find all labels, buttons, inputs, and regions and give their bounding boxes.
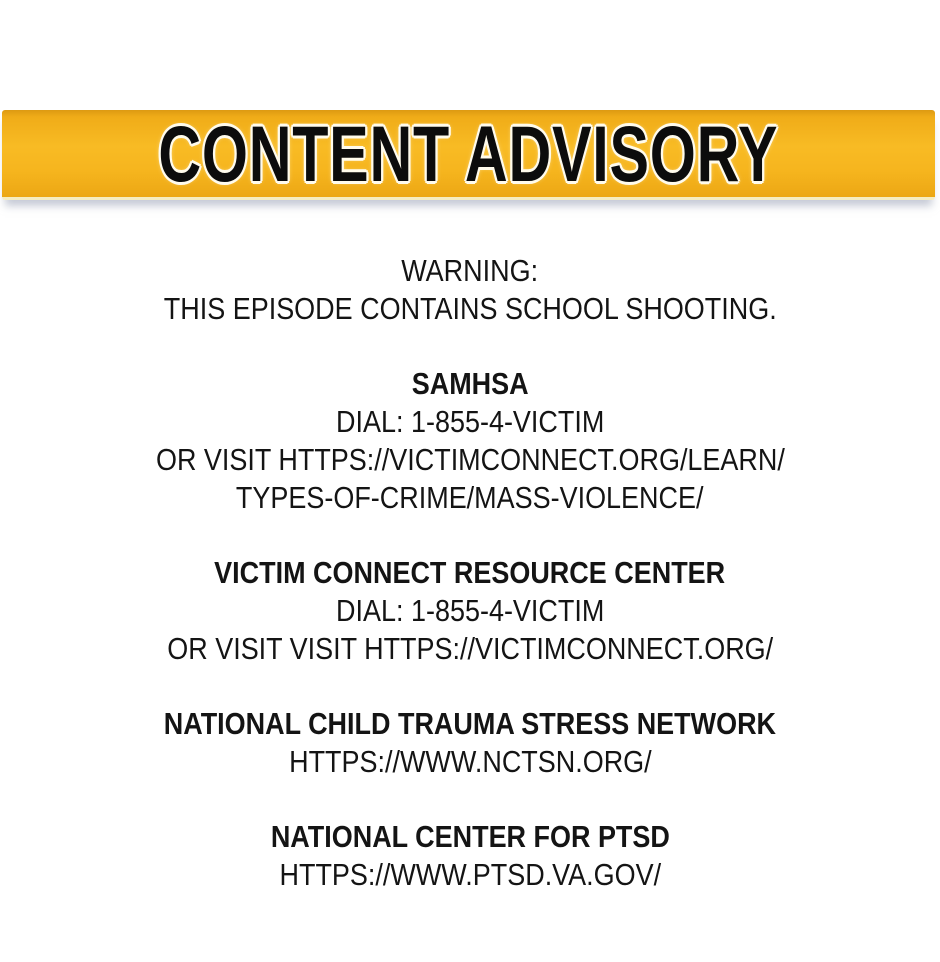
resource-name: VICTIM CONNECT RESOURCE CENTER [214, 555, 726, 590]
resource-url-line [0, 856, 940, 894]
resource-url: HTTPS://WWW.NCTSN.ORG/ [288, 744, 652, 779]
resource-url-part-2: TYPES-OF-CRIME/MASS-VIOLENCE/ [236, 480, 704, 515]
advisory-banner [2, 110, 935, 200]
resource-url: OR VISIT VISIT HTTPS://VICTIMCONNECT.ORG/ [167, 631, 773, 666]
resource-name-line [0, 365, 940, 403]
resource-url-line [0, 630, 940, 668]
resource-name: SAMHSA [411, 366, 529, 401]
resource-url-part-1: OR VISIT HTTPS://VICTIMCONNECT.ORG/LEARN/ [155, 442, 785, 477]
warning-description: THIS EPISODE CONTAINS SCHOOL SHOOTING. [163, 291, 777, 326]
resource-section-victim-connect [0, 554, 940, 668]
resource-phone: DIAL: 1-855-4-VICTIM [335, 404, 605, 439]
resource-url-line [0, 743, 940, 781]
resource-url-line [0, 479, 940, 517]
resource-phone: DIAL: 1-855-4-VICTIM [335, 593, 605, 628]
resource-name-line [0, 554, 940, 592]
warning-label-line [0, 252, 940, 290]
resource-section-nctsn [0, 705, 940, 781]
resource-url-line [0, 441, 940, 479]
resource-section-samhsa [0, 365, 940, 517]
resource-name-line [0, 818, 940, 856]
resource-phone-line [0, 592, 940, 630]
content-advisory-card [0, 110, 940, 962]
warning-description-line [0, 290, 940, 328]
warning-section [0, 252, 940, 328]
resource-section-ptsd [0, 818, 940, 894]
resource-name: NATIONAL CENTER FOR PTSD [270, 819, 670, 854]
resource-url: HTTPS://WWW.PTSD.VA.GOV/ [279, 857, 661, 892]
resource-name: NATIONAL CHILD TRAUMA STRESS NETWORK [163, 706, 777, 741]
advisory-body [0, 252, 940, 894]
resource-name-line [0, 705, 940, 743]
banner-title: CONTENT ADVISORY [158, 109, 779, 198]
resource-phone-line [0, 403, 940, 441]
warning-label: WARNING: [401, 253, 539, 288]
